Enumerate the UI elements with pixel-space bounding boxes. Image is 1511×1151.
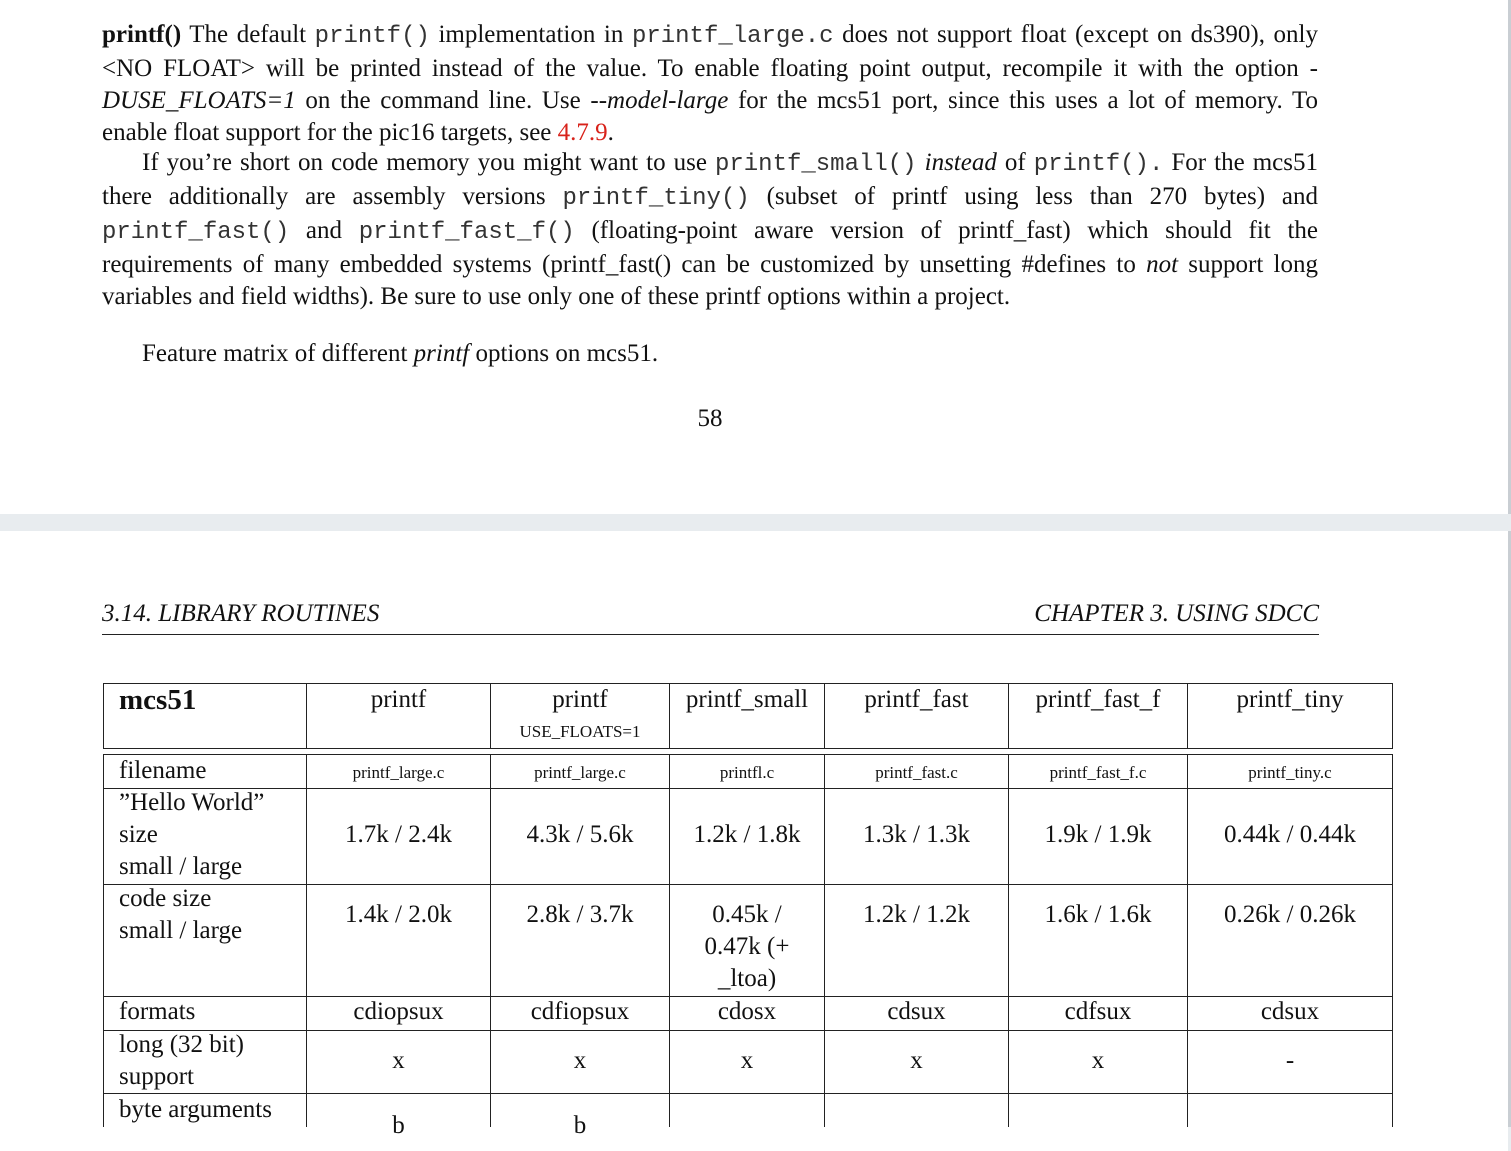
table-row [103,789,1393,884]
header-cell [1188,684,1393,748]
column-header: printf [370,686,427,713]
row-label: small / large [119,853,243,880]
table-cell [491,1094,670,1139]
code-run: printf() [314,23,430,50]
text-run: . [607,119,614,146]
cell-value: _ltoa) [717,965,777,992]
table-cell [670,1031,825,1093]
table-cell [307,997,491,1030]
header-cell [825,684,1009,748]
table-cell [1188,755,1393,788]
row-label: filename [119,757,207,784]
cell-value: 1.2k / 1.8k [693,821,801,848]
cell-value: cdsux [887,998,946,1025]
italic-run: printf [413,340,470,367]
table-cell [307,789,491,884]
text-run: (floating-point aware version of printf_fast) which should fit the requirements of many embedded systems (printf_fast() can be customized by unsetting #defines to [102,217,1318,278]
code-run: printf_tiny() [562,185,750,212]
code-run: printf_fast() [102,219,290,246]
table-cell [1188,1094,1393,1127]
table-cell [491,1031,670,1093]
table-cell [1188,789,1393,884]
row-label-cell [103,1031,307,1093]
table-cell [491,997,670,1030]
table-cell [825,997,1009,1030]
table-cell [1188,1031,1393,1093]
text-run: For the mcs51 there additionally are assembly versions [102,149,1318,210]
table-cell [670,1094,825,1127]
cell-value: 2.8k / 3.7k [526,901,634,928]
table-cell [1009,1031,1188,1093]
table-cell [825,755,1009,788]
column-subheader: USE_FLOATS=1 [519,722,641,741]
table-rule [103,748,1393,749]
table-row [103,1094,1393,1139]
table-cell [491,885,670,996]
table-cell [825,1094,1009,1127]
cell-value: 1.7k / 2.4k [345,821,452,848]
column-header: printf_fast [864,686,969,713]
row-label: byte arguments [119,1096,272,1123]
cell-value: 1.4k / 2.0k [345,901,452,928]
row-label-cell [103,885,307,996]
cell-value: x [573,1047,587,1074]
italic-run: not [1146,251,1179,278]
italic-run: --model-large [590,87,729,114]
header-cell [307,684,491,748]
printf-term: printf() [102,21,182,48]
cell-value: 0.26k / 0.26k [1224,901,1356,928]
italic-run: -DUSE_FLOATS=1 [102,55,1318,114]
cell-value: printf_tiny.c [1248,763,1332,782]
row-label: support [119,1063,194,1090]
cell-value: b [573,1112,587,1139]
row-label: size [119,821,158,848]
cell-value: 0.45k / [712,901,782,928]
cell-value: cdfiopsux [530,998,630,1025]
cell-value: x [392,1047,405,1074]
text-run: Feature matrix of different [142,340,414,367]
row-label: code size [119,885,212,912]
cell-value: printf_large.c [534,763,626,782]
table-row [103,997,1393,1030]
table-cell [1188,885,1393,996]
cell-value: 0.44k / 0.44k [1224,821,1356,848]
cell-value: printf_large.c [352,763,445,782]
text-run: support long variables and field widths). Be sure to use only one of these printf options within a project. [102,251,1318,310]
table-caption [142,338,658,370]
table-cell [1009,789,1188,884]
row-label: formats [119,998,196,1025]
column-header: printf_small [685,686,809,713]
text-run: implementation in [429,21,632,48]
table-row [103,1031,1393,1093]
table-cell [825,1031,1009,1093]
table-title: mcs51 [119,684,197,716]
table-cell [825,789,1009,884]
cell-value: printfl.c [719,763,775,782]
table-cell [1188,997,1393,1030]
cell-value: 1.6k / 1.6k [1044,901,1152,928]
table-cell [307,885,491,996]
code-run: printf_large.c [631,23,834,50]
table-cell [670,885,825,996]
text-run: of [996,149,1034,176]
text-run: The default [181,21,315,48]
table-cell [825,885,1009,996]
row-label-cell [103,755,307,788]
cell-value: 4.3k / 5.6k [526,821,634,848]
table-cell [1009,997,1188,1030]
header-cell [103,684,307,748]
row-label-cell [103,997,307,1030]
cell-value: 1.9k / 1.9k [1044,821,1152,848]
code-run: printf(). [1033,151,1164,178]
cell-value: cdiopsux [353,998,444,1025]
section-title: 3.14. LIBRARY ROUTINES [102,600,380,627]
header-cell [1009,684,1188,748]
table-cell [670,789,825,884]
column-header: printf_tiny [1236,686,1344,713]
cell-value: printf_fast_f.c [1049,763,1147,782]
cell-value: x [1091,1047,1105,1074]
text-run: does not support float (except on ds390), only <NO FLOAT> will be printed instead of the value. To enable floating point output, recompile it with the option [102,21,1318,82]
table-row [103,755,1393,788]
table-row [103,885,1393,996]
header-cell [670,684,825,748]
table-cell [670,755,825,788]
text-run: (subset of printf using less than 270 bytes) and [749,183,1318,210]
cell-value: cdfsux [1064,998,1132,1025]
paragraph-printf [102,19,1318,149]
row-label: small / large [119,917,243,944]
cell-value: x [910,1047,923,1074]
cell-value: 1.2k / 1.2k [863,901,970,928]
table-cell [670,997,825,1030]
paragraph-printf-variants [102,147,1318,313]
pdf-page-58 [0,0,1508,514]
cell-value: printf_fast.c [875,763,958,782]
code-run: printf_fast_f() [358,219,575,246]
row-label-cell [103,1094,307,1127]
table-cell [1009,885,1188,996]
cell-value: x [740,1047,754,1074]
row-label: long (32 bit) [119,1031,244,1058]
table-cell [1009,1094,1188,1127]
cell-value: - [1285,1047,1295,1074]
table-cell [491,789,670,884]
column-header: printf_fast_f [1035,686,1161,713]
cell-value: b [392,1112,405,1139]
text-run: If you’re short on code memory you might want to use [142,149,715,176]
cell-value: cdosx [717,998,777,1025]
table-cell [491,755,670,788]
text-run: options on mcs51. [469,340,659,367]
table-cell [307,1094,491,1139]
chapter-title: CHAPTER 3. USING SDCC [1034,600,1319,627]
row-label: ”Hello World” [119,789,265,816]
section-link[interactable]: 4.7.9 [557,119,608,146]
table-cell [1009,755,1188,788]
column-header: printf [552,686,608,713]
table-cell [307,755,491,788]
table-cell [307,1031,491,1093]
table-header-row [103,684,1393,748]
text-run: and [289,217,359,244]
row-label-cell [103,789,307,884]
running-header [102,600,1319,635]
page-number: 58 [697,405,723,432]
cell-value: 0.47k (+ [704,933,790,960]
text-run: on the command line. Use [295,87,591,114]
text-run: for the mcs51 port, since this uses a lot of memory. To enable float support for the pic16 targets, see [102,87,1318,146]
italic-run: instead [916,149,997,176]
code-run: printf_small() [714,151,917,178]
cell-value: cdsux [1260,998,1320,1025]
cell-value: 1.3k / 1.3k [863,821,970,848]
header-cell [491,684,670,748]
